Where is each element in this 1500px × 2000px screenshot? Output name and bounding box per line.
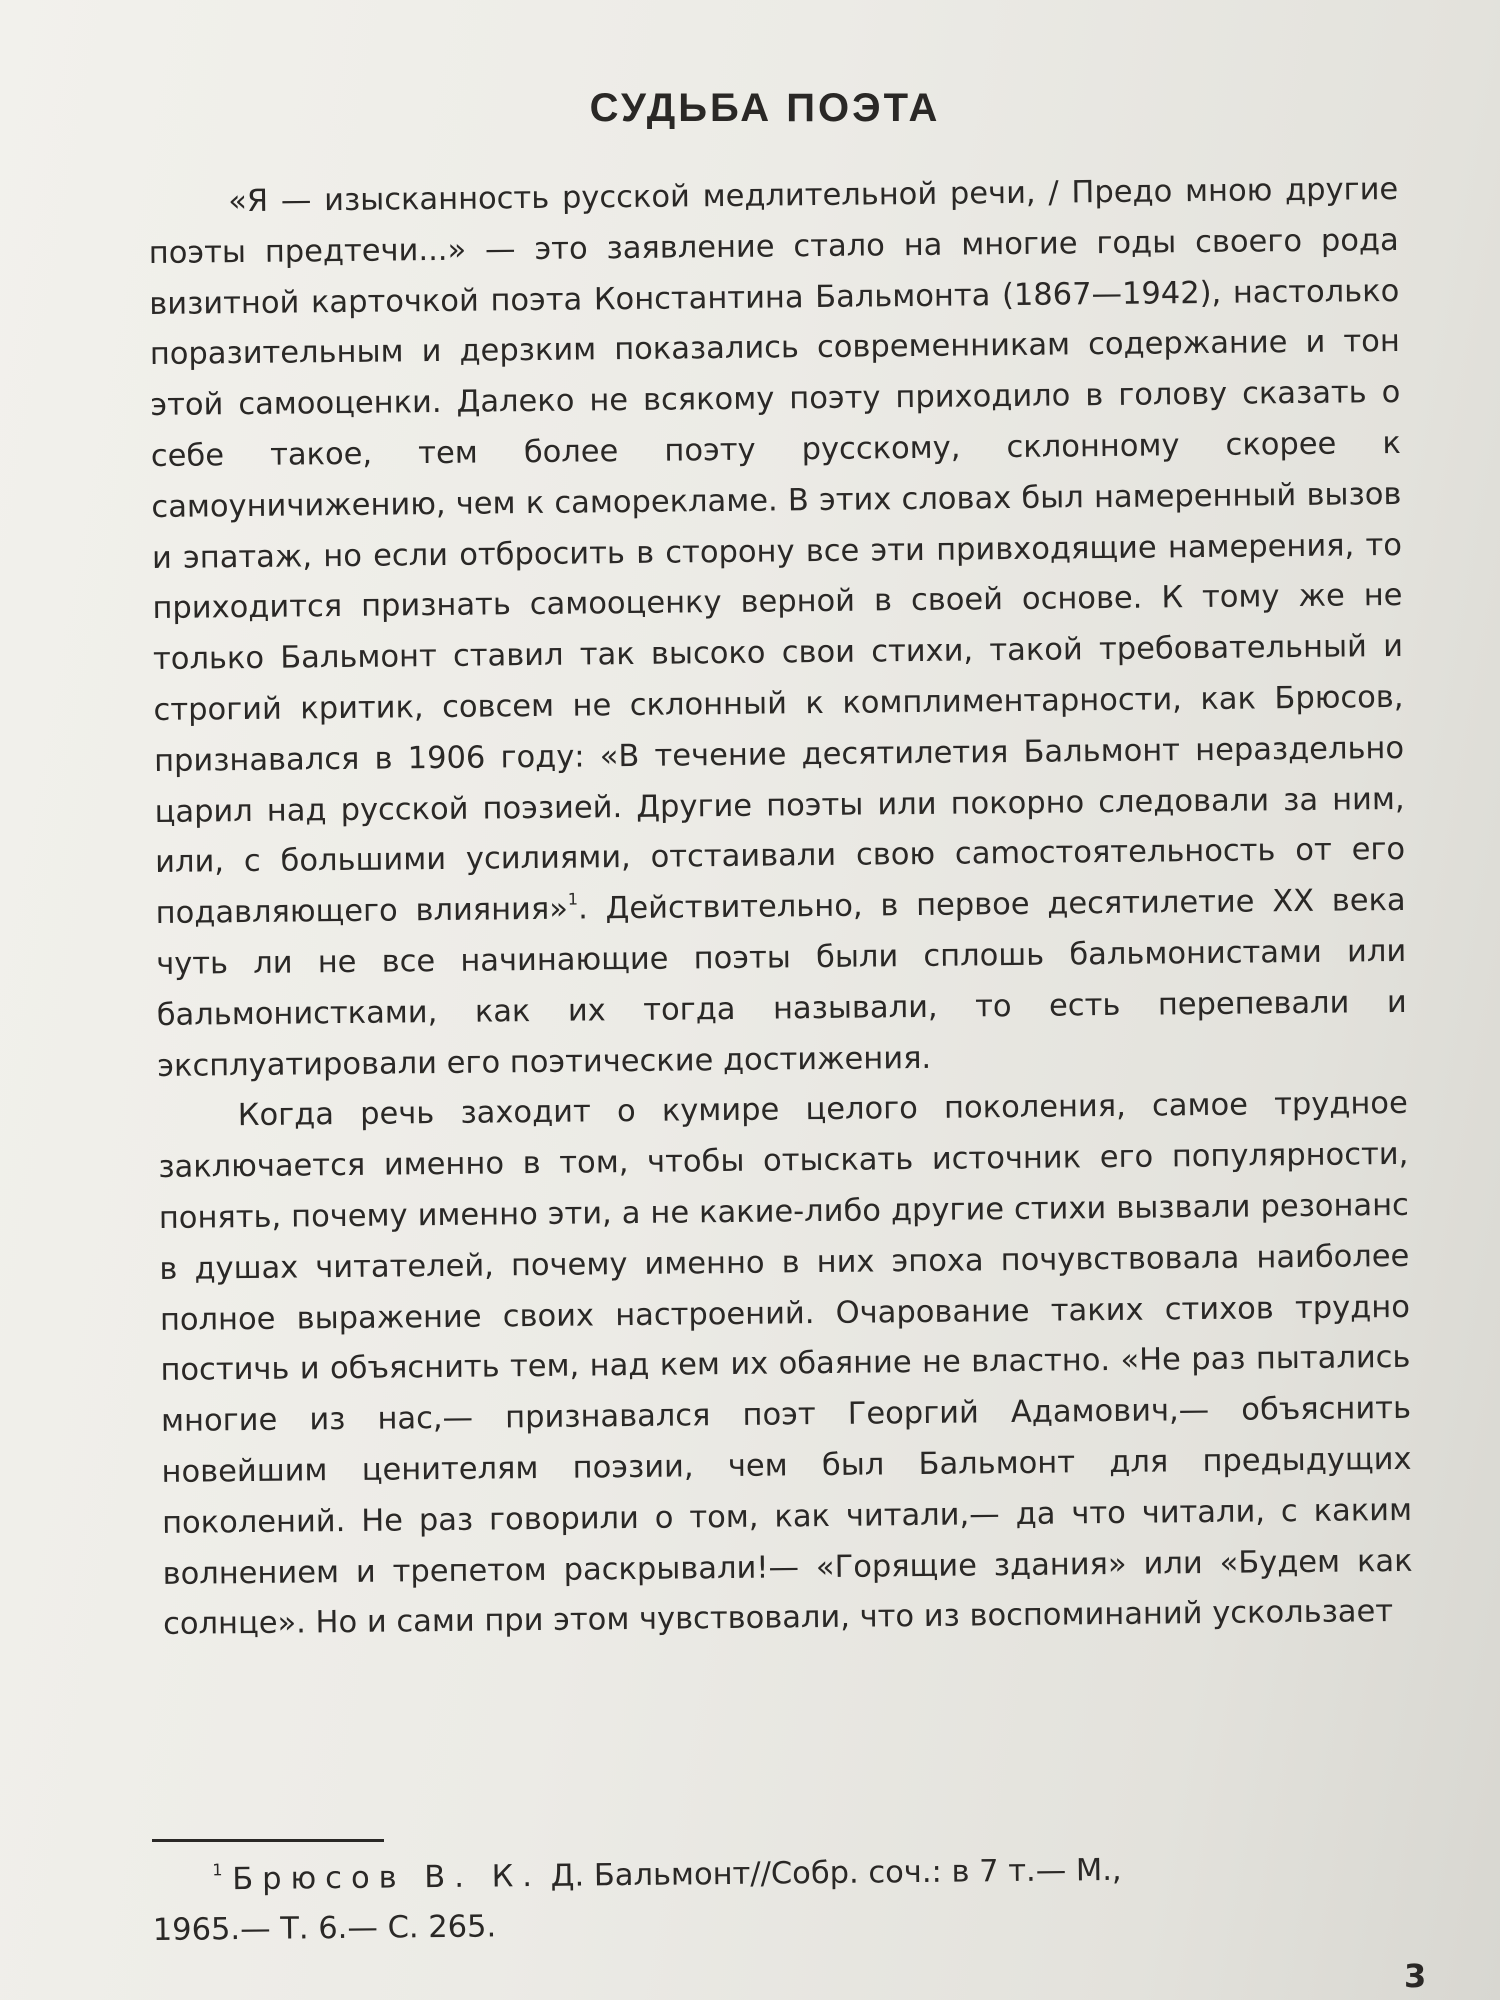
footnote-reference: 1 (567, 889, 579, 909)
chapter-title: СУДЬБА ПОЭТА (589, 86, 941, 130)
paragraph-1-continuation: . Действительно, в первое десятилетие XX века чуть ли не все начинающие поэты были сплошь бальмонистами или бальмонистками, как их тогда называли, то есть перепевали и эксплуатировали его поэтические достижения. (156, 883, 1407, 1084)
footnote-mark: 1 (212, 1860, 223, 1880)
footnote-divider (152, 1839, 384, 1842)
footnote-line-2: 1965.— Т. 6.— С. 265. (152, 1909, 497, 1948)
main-text (148, 165, 1413, 1651)
page-number: 3 (1404, 1957, 1427, 1995)
footnote-source: Д. Бальмонт//Собр. соч.: в 7 т.— М., (540, 1852, 1122, 1894)
footnote-author: Брюсов В. К. (232, 1858, 542, 1898)
footnote (152, 1843, 1353, 1956)
paragraph-2: Когда речь заходит о кумире целого поколения, самое трудное заключается именно в том, чтобы отыскать источник его популярности, понять, почему именно эти, а не какие-либо другие стихи вызвали резонанс в душах читателей, почему именно в них эпоха почувствовала наиболее полное выражение своих настроений. Очарование таких стихов трудно постичь и объяснить тем, над кем их обаяние не властно. «Не раз пытались многие из нас,— признавался поэт Георгий Адамович,— объяснить новейшим ценителям поэзии, чем был Бальмонт для предыдущих поколений. Не раз говорили о том, как читали,— да что читали, с каким волнением и трепетом раскрывали!— «Горящие здания» или «Будем как солнце». Но и сами при этом чувствовали, что из воспоминаний ускользает (158, 1086, 1413, 1643)
paragraph-1 (148, 165, 1408, 1092)
paragraph-1-text: «Я — изысканность русской медлительной речи, / Предо мною другие поэты предтечи...» — это заявление стало на многие годы своего рода визитной карточкой поэта Константина Бальмонта (1867—1942), настолько поразительным и дерзким показались современникам содержание и тон этой самооценки. Далеко не всякому поэту приходило в голову сказать о себе такое, тем более поэту русскому, склонному скорее к самоуничижению, чем к саморекламе. В этих словах был намеренный вызов и эпатаж, но если отбросить в сторону все эти привходящие намерения, то приходится признать самооценку верной в своей основе. К тому же не только Бальмонт ставил так высоко свои стихи, такой требовательный и строгий критик, совсем не склонный к комплиментарности, как Брюсов, признавался в 1906 году: «В течение десятилетия Бальмонт нераздельно царил над русской поэзией. Другие поэты или покорно следовали за ним, или, с большими усилиями, отстаивали свою саmостоятельность от его подавляющего влияния» (148, 171, 1406, 932)
